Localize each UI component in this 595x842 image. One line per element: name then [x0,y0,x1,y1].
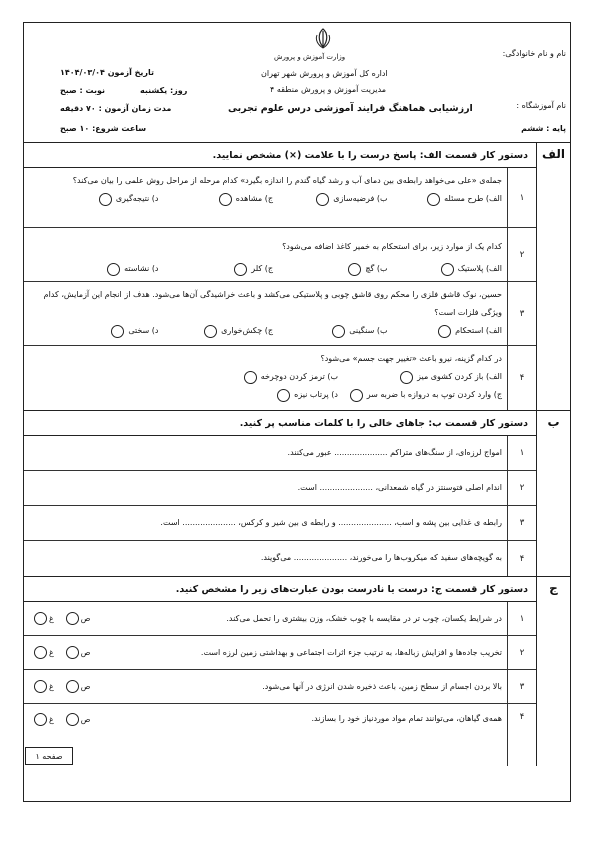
start-time-label: ساعت شروع: ۱۰ صبح [60,124,147,133]
false-choice[interactable]: غ [34,646,54,659]
question-item [24,282,536,346]
school-label: نام آموزشگاه : [516,101,566,110]
answer-option[interactable]: د) سختی [44,322,159,340]
section-instruction: دستور کار قسمت ج: درست یا نادرست بودن عبارت‌های زیر را مشخص کنید. [24,577,536,602]
answer-option[interactable]: ج) کلر [159,260,274,278]
question-number: ۱ [507,602,536,635]
question-item [24,670,536,704]
true-false-choices [34,670,90,703]
answer-option[interactable]: الف) باز کردن کشوی میز [338,368,502,386]
answer-option[interactable]: ب) فرضیه‌سازی [273,190,388,208]
radio-circle-icon[interactable] [34,713,47,726]
section-be [24,411,570,577]
statement-text: تخریب جاده‌ها و افزایش زباله‌ها، به ترتیب جزء اثرات اجتماعی و بهداشتی زمین لرزه است. [200,648,502,657]
radio-circle-icon[interactable] [34,680,47,693]
fill-blank-text[interactable]: رابطه ی غذایی بین پشه و اسب، ..................... و رابطه ی بین شیر و کرکس، ..................... است. [160,518,502,527]
question-number: ۱ [507,168,536,227]
radio-circle-icon[interactable] [34,612,47,625]
true-choice[interactable]: ص [66,713,91,726]
radio-circle-icon[interactable] [66,612,79,625]
section-letter: ب [536,411,570,576]
day-label: روز: یکشنبه [140,86,188,95]
true-choice[interactable]: ص [66,680,91,693]
name-label: نام و نام خانوادگی: [502,49,566,58]
radio-circle-icon[interactable] [66,713,79,726]
grade-label: پایه : ششم [521,124,566,133]
radio-circle-icon[interactable] [244,371,257,384]
radio-circle-icon[interactable] [316,193,329,206]
question-item [24,436,536,471]
org-line1: اداره کل آموزش و پرورش شهر تهران [261,69,388,78]
false-choice[interactable]: غ [34,713,54,726]
question-item [24,228,536,282]
section-letter: ج [536,577,570,766]
radio-circle-icon[interactable] [350,389,363,402]
question-number: ۴ [507,704,536,766]
radio-circle-icon[interactable] [348,263,361,276]
question-number: ۳ [507,506,536,540]
question-item [24,636,536,670]
section-instruction: دستور کار قسمت الف: پاسخ درست را با علامت (×) مشخص نمایید. [24,143,536,168]
question-number: ۳ [507,670,536,703]
radio-circle-icon[interactable] [66,646,79,659]
exam-header [24,23,570,143]
fill-blank-text[interactable]: اندام اصلی فتوسنتز در گیاه شمعدانی، ..................... است. [297,483,502,492]
question-text: کدام یک از موارد زیر، برای استحکام به خمیر کاغذ اضافه می‌شود؟ [282,242,502,251]
answer-option[interactable]: الف) استحکام [388,322,503,340]
true-false-choices [34,710,90,728]
section-jim [24,577,570,766]
answer-option[interactable]: د) نشاسته [44,260,159,278]
question-item [24,471,536,506]
statement-text: بالا بردن اجسام از سطح زمین، باعث ذخیره شدن انرژی در آنها می‌شود. [262,682,502,691]
question-text: در کدام گزینه، نیرو باعث «تغییر جهت جسم» می‌شود؟ [320,354,502,363]
page-number-box: صفحه ۱ [25,747,73,765]
answer-option[interactable]: الف) پلاستیک [388,260,503,278]
answer-option[interactable]: ج) وارد کردن توپ به دروازه با ضربه سر [338,386,502,404]
radio-circle-icon[interactable] [441,263,454,276]
date-label: تاریخ آزمون ۱۴۰۴/۰۳/۰۴ [60,68,155,77]
radio-circle-icon[interactable] [219,193,232,206]
true-choice[interactable]: ص [66,646,91,659]
true-false-choices [34,636,90,669]
question-text: حسین، نوک قاشق فلزی را محکم روی قاشق چوبی و پلاستیکی می‌کشد و باعث خراشیدگی آن‌ها می‌شود. هدف از انجام این آزمایش، کدام ویژگی فلزات است؟ [43,290,502,317]
question-item [24,704,536,766]
statement-text: در شرایط یکسان، چوب تر در مقایسه با چوب خشک، وزن بیشتری را تحمل می‌کند. [226,614,502,623]
answer-option[interactable]: ب) ترمز کردن دوچرخه [174,368,338,386]
question-item [24,346,536,410]
section-letter: الف [536,143,570,410]
question-number: ۱ [507,436,536,470]
question-number: ۲ [507,636,536,669]
true-choice[interactable]: ص [66,612,91,625]
question-number: ۴ [507,346,536,410]
question-item [24,602,536,636]
question-item [24,541,536,576]
answer-option[interactable]: ج) چکش‌خواری [159,322,274,340]
radio-circle-icon[interactable] [427,193,440,206]
radio-circle-icon[interactable] [66,680,79,693]
question-number: ۲ [507,471,536,505]
answer-option[interactable]: ج) مشاهده [159,190,274,208]
duration-label: مدت زمان آزمون : ۷۰ دقیقه [60,104,172,113]
exam-title: ارزشیابی هماهنگ فرایند آموزشی درس علوم تجربی [228,103,473,114]
answer-option[interactable]: الف) طرح مسئله [388,190,503,208]
exam-page [23,22,571,802]
ministry-label: وزارت آموزش و پرورش [274,53,346,61]
question-item [24,506,536,541]
shift-label: نوبت : صبح [60,86,106,95]
radio-circle-icon[interactable] [107,263,120,276]
radio-circle-icon[interactable] [204,325,217,338]
fill-blank-text[interactable]: امواج لرزه‌ای، از سنگ‌های متراکم ..................... عبور می‌کنند. [287,448,502,457]
answer-option[interactable]: ب) سنگینی [273,322,388,340]
answer-option[interactable]: د) پرتاب نیزه [174,386,338,404]
false-choice[interactable]: غ [34,612,54,625]
radio-circle-icon[interactable] [99,193,112,206]
radio-circle-icon[interactable] [332,325,345,338]
question-text: جمله‌ی «علی می‌خواهد رابطه‌ی بین دمای آب و رشد گیاه گندم را اندازه بگیرد» کدام مرحله از مراحل روش علمی را بیان می‌کند؟ [72,176,502,185]
iran-emblem-icon [312,27,334,51]
fill-blank-text[interactable]: به گویچه‌های سفید که میکروب‌ها را می‌خورند، ..................... می‌گویند. [260,553,502,562]
section-instruction: دستور کار قسمت ب: جاهای خالی را با کلمات مناسب پر کنید. [24,411,536,436]
section-alef [24,143,570,411]
org-line2: مدیریت آموزش و پرورش منطقه ۴ [270,85,387,94]
false-choice[interactable]: غ [34,680,54,693]
radio-circle-icon[interactable] [34,646,47,659]
question-number: ۲ [507,228,536,281]
radio-circle-icon[interactable] [234,263,247,276]
radio-circle-icon[interactable] [400,371,413,384]
question-item [24,168,536,228]
question-number: ۳ [507,282,536,345]
radio-circle-icon[interactable] [277,389,290,402]
radio-circle-icon[interactable] [438,325,451,338]
true-false-choices [34,602,90,635]
question-number: ۴ [507,541,536,576]
statement-text: همه‌ی گیاهان، می‌توانند تمام مواد موردنیاز خود را بسازند. [311,714,502,723]
answer-option[interactable]: ب) گچ [273,260,388,278]
answer-option[interactable]: د) نتیجه‌گیری [44,190,159,208]
radio-circle-icon[interactable] [111,325,124,338]
